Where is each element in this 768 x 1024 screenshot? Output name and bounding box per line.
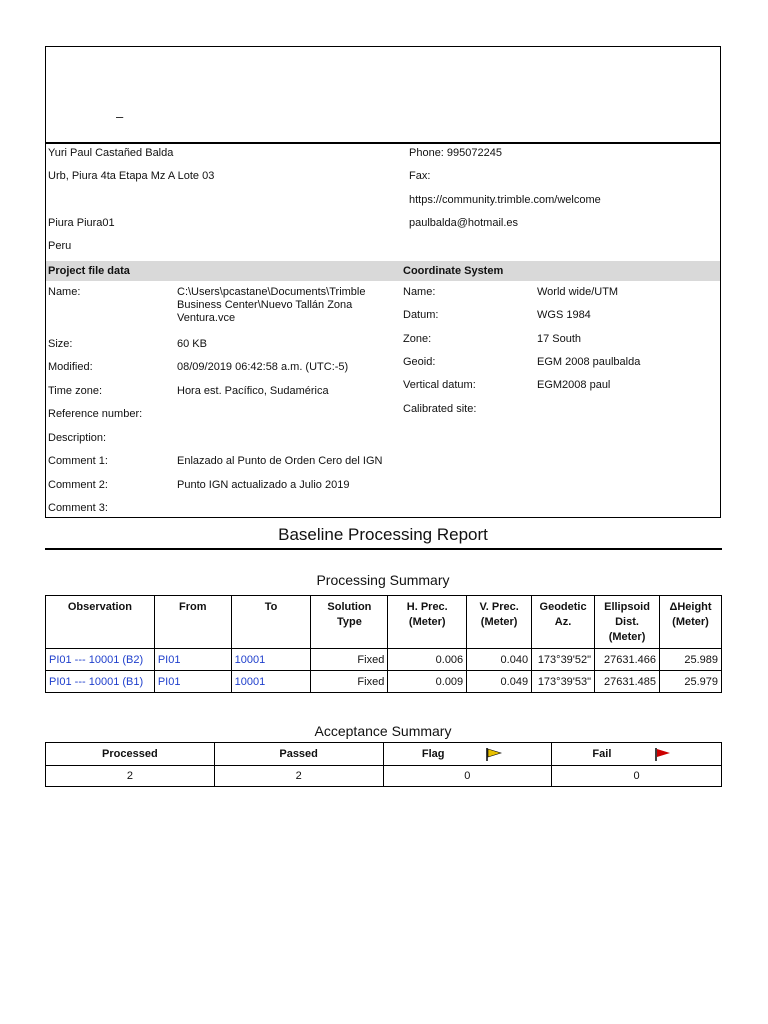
project-section-title: Project file data: [48, 265, 130, 277]
col-h-prec: H. Prec. (Meter): [388, 596, 467, 649]
col-delta-height: ΔHeight (Meter): [660, 596, 722, 649]
red-flag-icon: [655, 748, 671, 761]
datum-label: Datum:: [403, 309, 439, 321]
observation-link[interactable]: PI01 --- 10001 (B2): [46, 649, 155, 671]
company-name: Yuri Paul Castañed Balda: [48, 147, 174, 159]
timezone-label: Time zone:: [48, 385, 103, 397]
table-row: [46, 671, 722, 693]
processing-header-row: [46, 596, 722, 649]
solution-type: Fixed: [311, 649, 388, 671]
acceptance-summary-title: Acceptance Summary: [314, 723, 452, 739]
comment2-value: Punto IGN actualizado a Julio 2019: [177, 479, 350, 491]
report-header-frame: [45, 46, 721, 518]
website-link[interactable]: https://community.trimble.com/welcome: [409, 194, 601, 206]
col-v-prec: V. Prec. (Meter): [467, 596, 532, 649]
col-ellipsoid-dist: Ellipsoid Dist. (Meter): [595, 596, 660, 649]
project-name-label: Name:: [48, 286, 81, 298]
size-label: Size:: [48, 338, 73, 350]
project-name-value: C:\Users\pcastane\Documents\Trimble Business Center\Nuevo Tallán Zona Ventura.vce: [177, 286, 366, 324]
col-geodetic-az: Geodetic Az.: [532, 596, 595, 649]
h-prec: 0.006: [388, 649, 467, 671]
ellipsoid-dist: 27631.466: [595, 649, 660, 671]
geodetic-az: 173°39'52": [532, 649, 595, 671]
processed-count: 2: [46, 766, 215, 787]
geoid-value: EGM 2008 paulbalda: [537, 356, 641, 368]
email-link[interactable]: paulbalda@hotmail.es: [409, 217, 519, 229]
acceptance-summary-table: [45, 742, 722, 787]
col-from: From: [154, 596, 231, 649]
refnum-label: Reference number:: [48, 408, 143, 420]
h-prec: 0.009: [388, 671, 467, 693]
col-flag: Flag: [383, 743, 483, 766]
report-title: Baseline Processing Report: [278, 525, 488, 544]
acceptance-value-row: [46, 766, 722, 787]
city-line: Piura Piura01: [48, 217, 115, 229]
to-link[interactable]: 10001: [231, 649, 311, 671]
flag-count: 0: [383, 766, 552, 787]
calsite-label: Calibrated site:: [403, 403, 477, 415]
vdatum-value: EGM2008 paul: [537, 379, 611, 391]
fail-count: 0: [552, 766, 722, 787]
ellipsoid-dist: 27631.485: [595, 671, 660, 693]
country-line: Peru: [48, 240, 72, 252]
comment3-label: Comment 3:: [48, 502, 108, 514]
solution-type: Fixed: [311, 671, 388, 693]
logo-placeholder: –: [116, 109, 124, 124]
passed-count: 2: [214, 766, 383, 787]
observation-link[interactable]: PI01 --- 10001 (B1): [46, 671, 155, 693]
datum-value: WGS 1984: [537, 309, 591, 321]
header-divider: [46, 142, 720, 144]
description-label: Description:: [48, 432, 107, 444]
size-value: 60 KB: [177, 338, 207, 350]
from-link[interactable]: PI01: [154, 649, 231, 671]
fail-flag-icon-cell: [652, 743, 722, 766]
processing-summary-title: Processing Summary: [316, 572, 450, 588]
col-solution-type: Solution Type: [311, 596, 388, 649]
v-prec: 0.049: [467, 671, 532, 693]
delta-height: 25.979: [660, 671, 722, 693]
v-prec: 0.040: [467, 649, 532, 671]
fax: Fax:: [409, 170, 431, 182]
coord-name-label: Name:: [403, 286, 436, 298]
title-divider: [45, 548, 722, 550]
modified-value: 08/09/2019 06:42:58 a.m. (UTC:-5): [177, 361, 349, 373]
processing-summary-table: [45, 595, 722, 693]
geoid-label: Geoid:: [403, 356, 436, 368]
col-to: To: [231, 596, 311, 649]
timezone-value: Hora est. Pacífico, Sudamérica: [177, 385, 329, 397]
zone-value: 17 South: [537, 333, 582, 345]
to-link[interactable]: 10001: [231, 671, 311, 693]
col-processed: Processed: [46, 743, 215, 766]
address-line: Urb, Piura 4ta Etapa Mz A Lote 03: [48, 170, 215, 182]
delta-height: 25.989: [660, 649, 722, 671]
from-link[interactable]: PI01: [154, 671, 231, 693]
table-row: [46, 649, 722, 671]
col-observation: Observation: [46, 596, 155, 649]
coord-name-value: World wide/UTM: [537, 286, 619, 298]
geodetic-az: 173°39'53": [532, 671, 595, 693]
section-header-bar: [46, 261, 720, 281]
modified-label: Modified:: [48, 361, 93, 373]
col-fail: Fail: [552, 743, 652, 766]
comment1-value: Enlazado al Punto de Orden Cero del IGN: [177, 455, 383, 467]
col-passed: Passed: [214, 743, 383, 766]
phone: Phone: 995072245: [409, 147, 502, 159]
vdatum-label: Vertical datum:: [403, 379, 476, 391]
acceptance-header-row: [46, 743, 722, 766]
coord-section-title: Coordinate System: [403, 265, 504, 277]
comment2-label: Comment 2:: [48, 479, 108, 491]
comment1-label: Comment 1:: [48, 455, 108, 467]
logo-area: [46, 47, 720, 143]
zone-label: Zone:: [403, 333, 432, 345]
yellow-flag-icon: [486, 748, 502, 761]
flag-icon-cell: [483, 743, 552, 766]
